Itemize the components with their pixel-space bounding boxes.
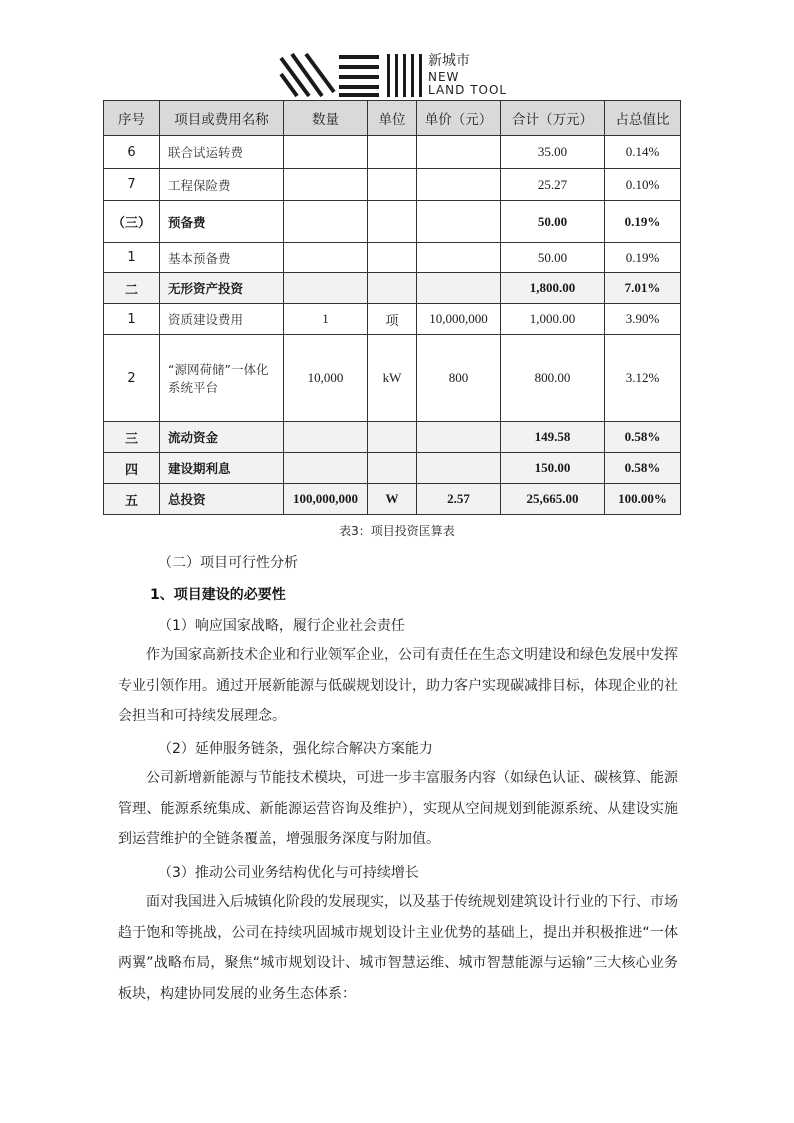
table-row: [104, 243, 681, 273]
cell-unit: [368, 273, 417, 304]
cell-quantity: 10,000: [284, 335, 368, 422]
column-header-index: 序号: [104, 101, 160, 136]
cell-unit-price: [417, 453, 501, 484]
cell-ratio: 0.19%: [605, 243, 681, 273]
cell-unit: [368, 453, 417, 484]
cell-index: 7: [104, 169, 160, 201]
cell-unit-price: [417, 169, 501, 201]
table-row: [104, 335, 681, 422]
cell-total: 1,000.00: [501, 304, 605, 335]
cell-quantity: [284, 243, 368, 273]
column-header-total: 合计（万元）: [501, 101, 605, 136]
cell-index: 6: [104, 136, 160, 169]
cell-total: 50.00: [501, 243, 605, 273]
column-header-name: 项目或费用名称: [160, 101, 284, 136]
cell-unit: [368, 243, 417, 273]
cell-index: （三）: [104, 201, 160, 243]
cell-unit: [368, 201, 417, 243]
cell-unit: W: [368, 484, 417, 515]
cell-unit-price: 800: [417, 335, 501, 422]
item-heading-3: （3）推动公司业务结构优化与可持续增长: [158, 865, 419, 881]
column-header-unit-price: 单价（元）: [417, 101, 501, 136]
cell-unit: kW: [368, 335, 417, 422]
item-heading-2: （2）延伸服务链条，强化综合解决方案能力: [158, 741, 433, 757]
cell-unit-price: [417, 422, 501, 453]
table-row: [104, 304, 681, 335]
cell-unit-price: [417, 201, 501, 243]
cell-ratio: 0.58%: [605, 422, 681, 453]
cell-unit-price: [417, 136, 501, 169]
cell-index: 三: [104, 422, 160, 453]
section-heading: （二）项目可行性分析: [158, 555, 298, 571]
column-header-quantity: 数量: [284, 101, 368, 136]
table-row: [104, 136, 681, 169]
cell-name: “源网荷储”一体化系统平台: [160, 335, 284, 422]
logo-wordmark: [428, 54, 507, 96]
cell-quantity: 1: [284, 304, 368, 335]
cell-total: 25.27: [501, 169, 605, 201]
cell-index: 二: [104, 273, 160, 304]
cell-ratio: 3.90%: [605, 304, 681, 335]
cell-total: 150.00: [501, 453, 605, 484]
cell-index: 四: [104, 453, 160, 484]
item-body-3: 面对我国进入后城镇化阶段的发展现实，以及基于传统规划建筑设计行业的下行、市场趋于饱和等挑战，公司在持续巩固城市规划设计主业优势的基础上，提出并积极推进“一体两翼”战略布局，聚焦“城市规划设计、城市智慧运维、城市智慧能源与运输”三大核心业务板块，构建协同发展的业务生态体系：: [118, 894, 678, 1002]
logo-mark-icon: [279, 52, 429, 98]
cell-unit: [368, 169, 417, 201]
cell-name: 基本预备费: [160, 243, 284, 273]
cell-index: 1: [104, 304, 160, 335]
cell-ratio: 3.12%: [605, 335, 681, 422]
cell-index: 2: [104, 335, 160, 422]
cell-name: 工程保险费: [160, 169, 284, 201]
cell-ratio: 0.14%: [605, 136, 681, 169]
cell-unit: [368, 136, 417, 169]
cell-name: 流动资金: [160, 422, 284, 453]
cell-quantity: [284, 422, 368, 453]
cell-quantity: [284, 136, 368, 169]
cell-quantity: 100,000,000: [284, 484, 368, 515]
cell-total: 800.00: [501, 335, 605, 422]
table-row: [104, 169, 681, 201]
cell-quantity: [284, 273, 368, 304]
cell-unit-price: 2.57: [417, 484, 501, 515]
cell-unit-price: [417, 273, 501, 304]
cell-ratio: 0.10%: [605, 169, 681, 201]
item-body-2: 公司新增新能源与节能技术模块，可进一步丰富服务内容（如绿色认证、碳核算、能源管理、能源系统集成、新能源运营咨询及维护），实现从空间规划到能源系统、从建设实施到运营维护的全链条覆盖，增强服务深度与附加值。: [118, 770, 678, 847]
cell-total: 1,800.00: [501, 273, 605, 304]
cell-quantity: [284, 453, 368, 484]
cell-name: 总投资: [160, 484, 284, 515]
cell-index: 五: [104, 484, 160, 515]
cell-total: 50.00: [501, 201, 605, 243]
cell-ratio: 100.00%: [605, 484, 681, 515]
subsection-heading: 1、项目建设的必要性: [150, 587, 286, 603]
column-header-ratio: 占总值比: [605, 101, 681, 136]
logo-chinese-name: 新城市: [428, 53, 470, 69]
table-row: [104, 273, 681, 304]
cell-ratio: 0.58%: [605, 453, 681, 484]
investment-budget-table: [103, 100, 681, 515]
item-heading-1: （1）响应国家战略，履行企业社会责任: [158, 618, 405, 634]
cell-unit: 项: [368, 304, 417, 335]
logo-english-line2: LAND TOOL: [428, 83, 508, 97]
cell-name: 预备费: [160, 201, 284, 243]
cell-quantity: [284, 169, 368, 201]
cell-unit: [368, 422, 417, 453]
column-header-unit: 单位: [368, 101, 417, 136]
cell-index: 1: [104, 243, 160, 273]
cell-name: 建设期利息: [160, 453, 284, 484]
cell-total: 35.00: [501, 136, 605, 169]
cell-quantity: [284, 201, 368, 243]
item-body-1: 作为国家高新技术企业和行业领军企业，公司有责任在生态文明建设和绿色发展中发挥专业引领作用。通过开展新能源与低碳规划设计，助力客户实现碳减排目标，体现企业的社会担当和可持续发展理念。: [118, 647, 678, 724]
cell-unit-price: [417, 243, 501, 273]
cell-total: 25,665.00: [501, 484, 605, 515]
table-caption: 表3：项目投资匡算表: [339, 524, 455, 538]
cell-name: 资质建设费用: [160, 304, 284, 335]
table-header-row: [104, 101, 681, 136]
cell-name: 联合试运转费: [160, 136, 284, 169]
cell-unit-price: 10,000,000: [417, 304, 501, 335]
cell-ratio: 0.19%: [605, 201, 681, 243]
table-row: [104, 201, 681, 243]
table-row: [104, 453, 681, 484]
table-row: [104, 422, 681, 453]
cell-total: 149.58: [501, 422, 605, 453]
cell-name: 无形资产投资: [160, 273, 284, 304]
table-row: [104, 484, 681, 515]
logo-english-line1: NEW: [428, 70, 460, 84]
cell-ratio: 7.01%: [605, 273, 681, 304]
